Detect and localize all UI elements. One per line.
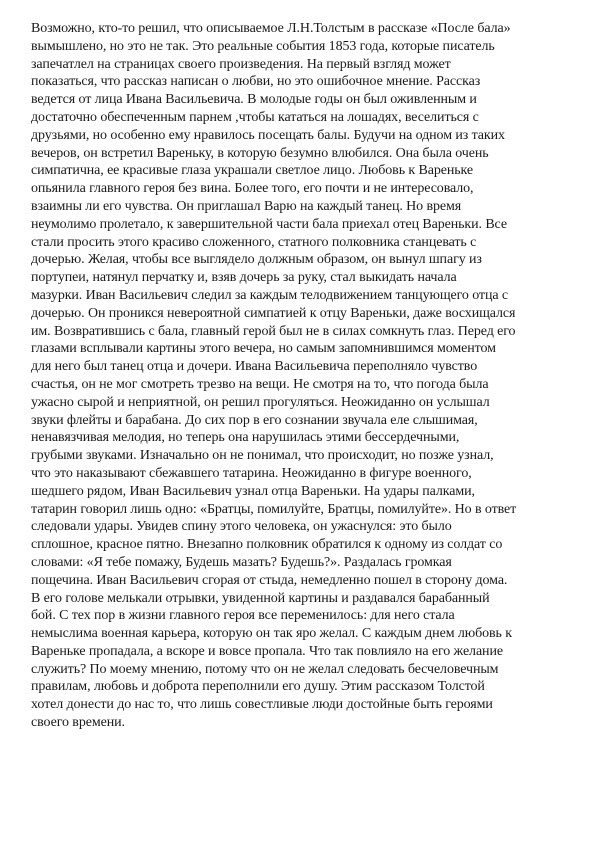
text-line: татарин говорил лишь одно: «Братцы, помилуйте, Братцы, помилуйте». Но в ответ: [31, 501, 517, 517]
text-line: своего времени.: [31, 715, 125, 731]
text-line: немыслима военная карьера, которую он так яро желал. С каждым днем любовь к: [31, 626, 512, 642]
text-line: следовали удары. Увидев спину этого человека, он ужаснулся: это было: [31, 519, 452, 535]
text-line: сплошное, красное пятно. Внезапно полковник обратился к одному из солдат со: [31, 537, 503, 553]
text-line: вымышлено, но это не так. Это реальные события 1853 года, которые писатель: [31, 38, 495, 54]
text-line: служить? По моему мнению, потому что он не желал следовать бесчеловечным: [31, 661, 499, 677]
text-line: ненавязчивая мелодия, но теперь она нарушилась этими бессердечными,: [31, 430, 460, 446]
text-line: хотел донести до нас то, что лишь совестливые люди достойные быть героями: [31, 697, 493, 713]
text-line: достаточно обеспеченным парнем ,чтобы кататься на лошадях, веселиться с: [31, 109, 479, 125]
text-line: грубыми звуками. Изначально он не понимал, что происходит, но позже узнал,: [31, 448, 494, 464]
text-line: показаться, что рассказ написан о любви, но это ошибочное мнение. Рассказ: [31, 74, 481, 90]
text-line: звуки флейты и барабана. До сих пор в его сознании звучала еле слышимая,: [31, 412, 478, 428]
text-line: глазами всплывали картины этого вечера, но самым запомнившимся моментом: [31, 341, 496, 357]
text-line: В его голове мелькали отрывки, увиденной картины и раздавался барабанный: [31, 590, 490, 606]
text-line: счастья, он не мог смотреть трезво на вещи. Не смотря на то, что погода была: [31, 376, 489, 392]
text-line: мазурки. Иван Васильевич следил за каждым телодвижением танцующего отца с: [31, 287, 508, 303]
text-line: дочерью. Он проникся невероятной симпатией к отцу Вареньки, даже восхищался: [31, 305, 516, 321]
text-line: Вареньке пропадала, а вскоре и вовсе пропала. Что так повлияло на его желание: [31, 643, 503, 659]
text-line: шедшего рядом, Иван Васильевич узнал отца Вареньки. На удары палками,: [31, 483, 475, 499]
text-line: симпатична, ее красивые глаза украшали светлое лицо. Любовь к Вареньке: [31, 163, 473, 179]
text-line: стали просить этого красиво сложенного, статного полковника станцевать с: [31, 234, 477, 250]
text-line: правилам, любовь и доброта переполнили его душу. Этим рассказом Толстой: [31, 679, 485, 695]
text-line: что это наказывают сбежавшего татарина. Неожиданно в фигуре военного,: [31, 465, 472, 481]
text-line: словами: «Я тебе помажу, Будешь мазать? Будешь?». Раздалась громкая: [31, 554, 452, 570]
text-line: портупеи, натянул перчатку и, взяв дочерь за руку, стал выкидать начала: [31, 270, 457, 286]
text-line: взаимны ли его чувства. Он приглашал Варю на каждый танец. Но время: [31, 198, 462, 214]
text-line: Возможно, кто-то решил, что описываемое Л.Н.Толстым в рассказе «После бала»: [31, 21, 511, 36]
text-line: пощечина. Иван Васильевич сгорая от стыда, немедленно пошел в сторону дома.: [31, 572, 508, 588]
text-line: неумолимо пролетало, к завершительной части бала приехал отец Вареньки. Все: [31, 216, 507, 232]
text-line: бой. С тех пор в жизни главного героя все переменилось: для него стала: [31, 608, 455, 624]
text-line: для него был танец отца и дочери. Ивана Васильевича переполняло чувство: [31, 359, 478, 375]
text-line: опьянила главного героя без вина. Более того, его почти и не интересовало,: [31, 181, 474, 197]
text-line: ведется от лица Ивана Васильевича. В молодые годы он был оживленным и: [31, 92, 477, 108]
text-line: им. Возвратившись с бала, главный герой был не в силах сомкнуть глаз. Перед его: [31, 323, 516, 339]
text-line: дочерью. Желая, чтобы все выглядело должным образом, он вынул шпагу из: [31, 252, 482, 268]
text-line: ужасно сырой и неприятной, он решил прогуляться. Неожиданно он услышал: [31, 394, 490, 410]
text-line: друзьями, но особенно ему нравилось посещать балы. Будучи на одном из таких: [31, 127, 505, 143]
essay-text: [31, 20, 571, 732]
text-line: запечатлел на страницах своего произведения. На первый взгляд может: [31, 56, 451, 72]
text-line: вечеров, он встретил Вареньку, в которую безумно влюбился. Она была очень: [31, 145, 489, 161]
